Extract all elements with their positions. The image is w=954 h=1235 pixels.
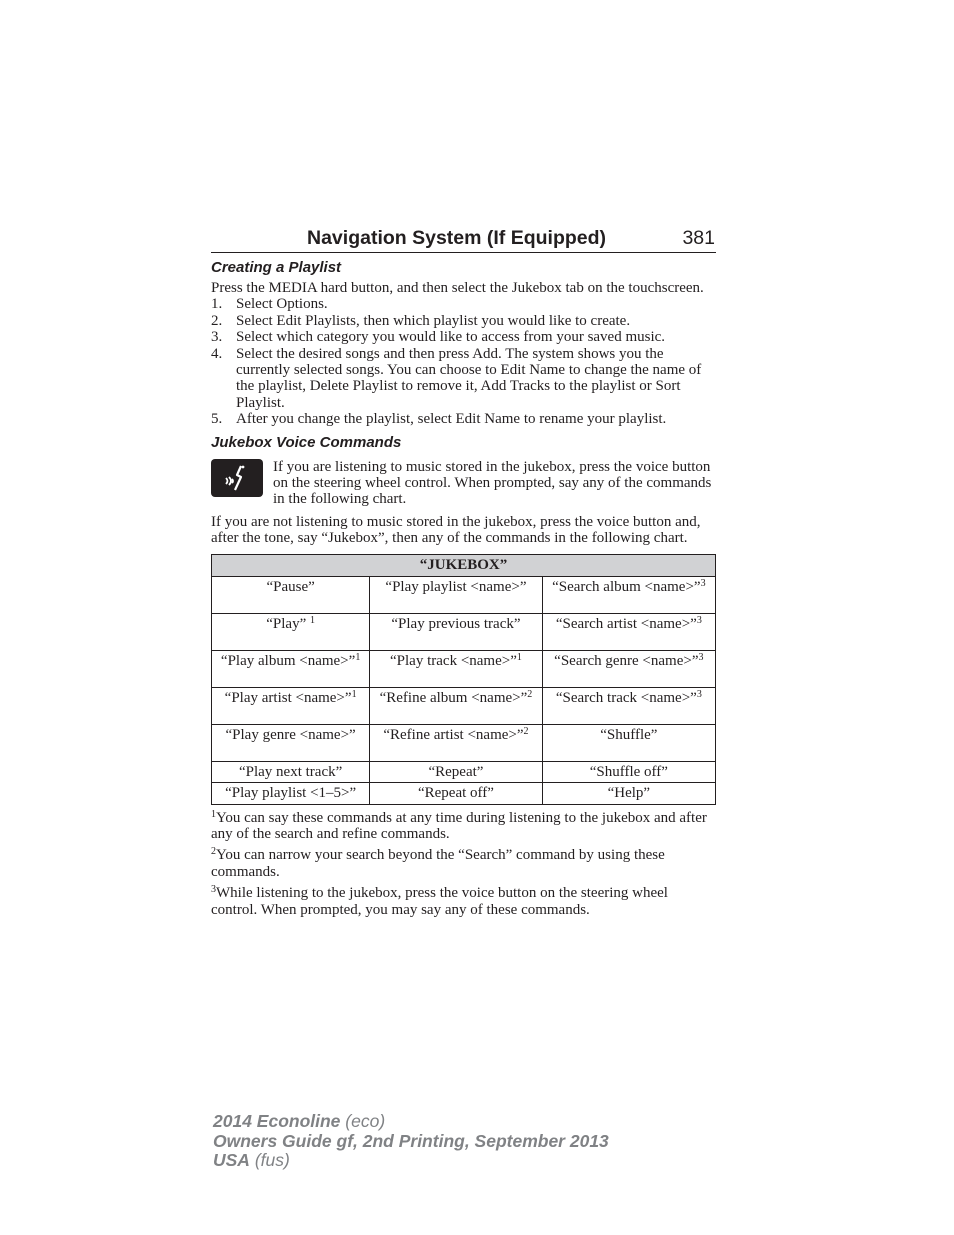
table-cell: “Shuffle” (542, 724, 715, 761)
table-cell: “Refine album <name>”$^2$ (370, 687, 542, 724)
step-text: Select Edit Playlists, then which playlist you would like to create. (236, 312, 631, 329)
list-item (211, 411, 716, 427)
table-cell: “Repeat off” (370, 783, 542, 804)
step-number: 4. (211, 345, 223, 362)
table-row (212, 783, 716, 804)
voice-instruction (211, 459, 716, 508)
table-cell: “Refine artist <name>”$^2$ (370, 724, 542, 761)
page-footer (213, 1112, 609, 1171)
table-cell: “Search track <name>”$^3$ (542, 687, 715, 724)
table-row (212, 724, 716, 761)
list-item (211, 329, 716, 345)
table-title: “JUKEBOX” (212, 554, 716, 576)
list-item (211, 296, 716, 312)
table-row (212, 576, 716, 613)
jukebox-commands-table (211, 554, 716, 805)
table-cell: “Play previous track” (370, 613, 542, 650)
page-number: 381 (682, 227, 715, 249)
list-item (211, 346, 716, 412)
list-item (211, 313, 716, 329)
section-heading-jukebox-voice: Jukebox Voice Commands (211, 433, 402, 451)
table-cell: “Play playlist <1–5>” (212, 783, 370, 804)
section-intro: Press the MEDIA hard button, and then select the Jukebox tab on the touchscreen. (211, 280, 704, 296)
footer-line: Owners Guide gf, 2nd Printing, September 2013 (213, 1130, 609, 1151)
table-cell: “Play album <name>”$^1$ (212, 650, 370, 687)
table-cell: “Play next track” (212, 761, 370, 782)
step-number: 1. (211, 296, 223, 313)
table-row (212, 650, 716, 687)
page-header (211, 227, 716, 253)
step-text: After you change the playlist, select Edit Name to rename your playlist. (236, 411, 667, 428)
footer-line: 2014 Econoline (eco) (213, 1111, 386, 1131)
voice-instruction-text: If you are listening to music stored in the jukebox, press the voice button on the steering wheel control. When prompted, say any of the commands in the following chart. (273, 458, 712, 508)
table-cell: “Help” (542, 783, 715, 804)
table-cell: “Repeat” (370, 761, 542, 782)
manual-page (211, 227, 716, 918)
table-cell: “Shuffle off” (542, 761, 715, 782)
footnote: $^3$While listening to the jukebox, press the voice button on the steering wheel control. When prompted, you may say any of these commands. (211, 884, 668, 918)
footer-line: USA (fus) (213, 1150, 290, 1170)
table-cell: “Pause” (212, 576, 370, 613)
page-title: Navigation System (If Equipped) (307, 227, 607, 249)
table-cell: “Search artist <name>”$^3$ (542, 613, 715, 650)
table-row (212, 613, 716, 650)
table-cell: “Play artist <name>”$^1$ (212, 687, 370, 724)
voice-command-icon (211, 459, 263, 497)
step-text: Select Options. (236, 296, 328, 313)
footnote: $^1$You can say these commands at any time during listening to the jukebox and after any of the search and refine commands. (211, 808, 707, 842)
step-text: Select which category you would like to access from your saved music. (236, 329, 666, 346)
table-cell: “Play genre <name>” (212, 724, 370, 761)
step-text: Select the desired songs and then press Add. The system shows you the currently selected songs. You can choose to Edit Name to change the name of the playlist, Delete Playlist to remove it, Add Tracks to the playlist or Sort Playlist. (236, 345, 702, 411)
section-heading-creating-playlist: Creating a Playlist (211, 259, 342, 276)
table-cell: “Play playlist <name>” (370, 576, 542, 613)
table-cell: “Search genre <name>”$^3$ (542, 650, 715, 687)
table-row (212, 761, 716, 782)
jukebox-instruction: If you are not listening to music stored in the jukebox, press the voice button and, after the tone, say “Jukebox”, then any of the commands in the following chart. (211, 513, 701, 547)
table-cell: “Play track <name>”$^1$ (370, 650, 542, 687)
table-cell: “Search album <name>”$^3$ (542, 576, 715, 613)
step-number: 2. (211, 312, 223, 329)
table-row (212, 687, 716, 724)
step-number: 5. (211, 411, 223, 428)
table-cell: “Play” $^1$ (212, 613, 370, 650)
step-number: 3. (211, 329, 223, 346)
steps-list (211, 296, 716, 427)
footnote: $^2$You can narrow your search beyond the “Search” command by using these commands. (211, 846, 665, 880)
